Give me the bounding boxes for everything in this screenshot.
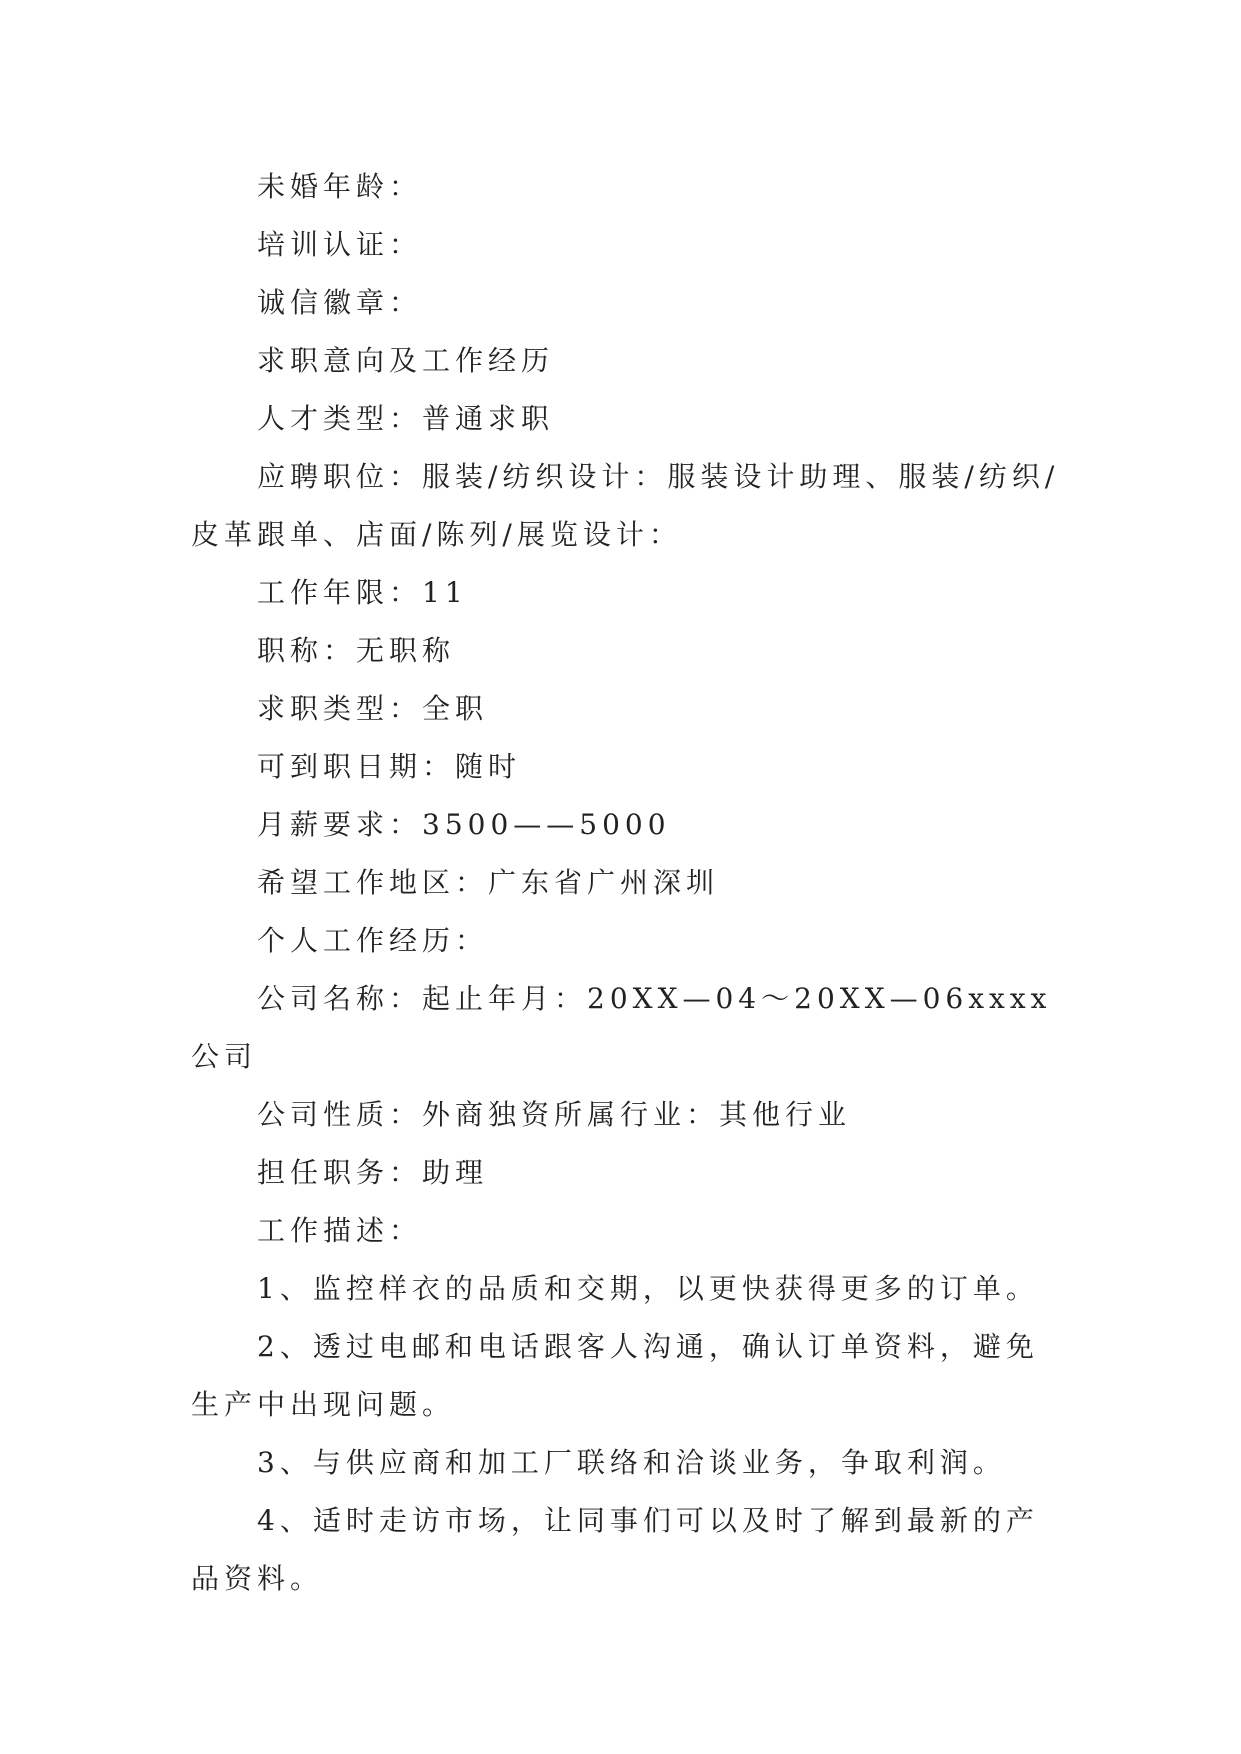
field-applied-position: 应聘职位：服装/纺织设计：服装设计助理、服装/纺织/皮革跟单、店面/陈列/展览设计： <box>191 460 1060 551</box>
field-position-held: 担任职务：助理 <box>257 1156 489 1189</box>
field-job-description-label: 工作描述： <box>257 1214 423 1247</box>
field-company-nature: 公司性质：外商独资所属行业：其他行业 <box>257 1098 852 1131</box>
field-training-certification: 培训认证： <box>257 228 423 261</box>
field-desired-location: 希望工作地区：广东省广州深圳 <box>257 866 720 899</box>
field-integrity-badge: 诚信徽章： <box>257 286 423 319</box>
field-available-date: 可到职日期：随时 <box>257 750 522 783</box>
field-talent-type: 人才类型：普通求职 <box>257 402 555 435</box>
field-job-type: 求职类型：全职 <box>257 692 489 725</box>
job-description-item-2: 2、透过电邮和电话跟客人沟通，确认订单资料，避免生产中出现问题。 <box>191 1330 1039 1421</box>
job-description-item-3: 3、与供应商和加工厂联络和洽谈业务，争取利润。 <box>257 1446 1006 1479</box>
field-work-years: 工作年限：11 <box>257 576 468 609</box>
document-body <box>191 158 1063 1608</box>
field-unmarried-age: 未婚年龄： <box>257 170 423 203</box>
job-description-item-4: 4、适时走访市场，让同事们可以及时了解到最新的产品资料。 <box>191 1504 1039 1595</box>
section-heading-job-intention: 求职意向及工作经历 <box>257 344 555 377</box>
field-monthly-salary: 月薪要求：3500——5000 <box>257 808 671 841</box>
section-heading-work-history: 个人工作经历： <box>257 924 489 957</box>
job-description-item-1: 1、监控样衣的品质和交期，以更快获得更多的订单。 <box>257 1272 1039 1305</box>
field-company-name: 公司名称：起止年月：20XX—04～20XX—06xxxx 公司 <box>191 982 1052 1073</box>
field-job-title: 职称：无职称 <box>257 634 456 667</box>
